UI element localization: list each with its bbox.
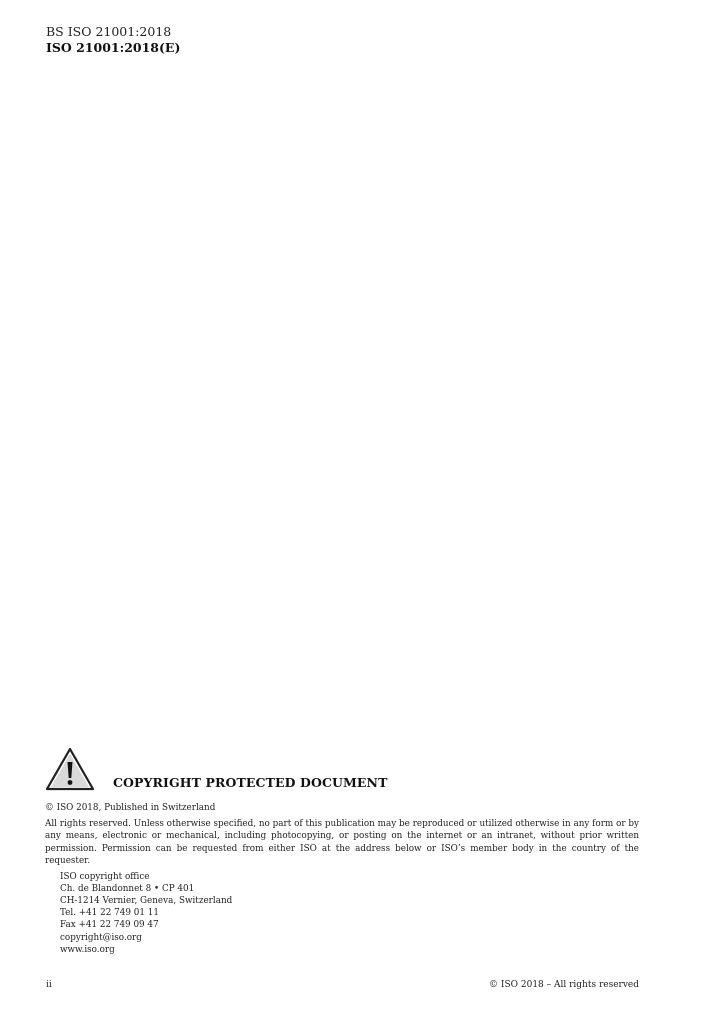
- iso-address: [60, 871, 645, 956]
- address-fax: Fax +41 22 749 09 47: [60, 920, 159, 931]
- copyright-title: COPYRIGHT PROTECTED DOCUMENT: [113, 774, 388, 790]
- address-street: Ch. de Blandonnet 8 • CP 401: [60, 883, 195, 894]
- rights-paragraph: All rights reserved. Unless otherwise specified, no part of this publication may be reproduced or utilized otherwise in any form or by any means, electronic or mechanical, including photocopying, or posting on the internet or an intranet, without prior written permission. Permission can be requested from either ISO at the address below or ISO’s member body in the country of the requester.: [45, 819, 639, 867]
- address-office: ISO copyright office: [60, 871, 150, 882]
- address-tel: Tel. +41 22 749 01 11: [60, 908, 159, 919]
- address-city: CH-1214 Vernier, Geneva, Switzerland: [60, 896, 233, 907]
- footer-rights: © ISO 2018 – All rights reserved: [489, 980, 639, 990]
- document-header: [46, 24, 180, 56]
- copyright-heading-row: [45, 746, 645, 792]
- iso-standard-number: ISO 21001:2018(E): [46, 40, 181, 55]
- page-number: ii: [46, 980, 52, 990]
- address-web: www.iso.org: [60, 944, 115, 955]
- copyright-block: [45, 746, 645, 956]
- published-line: © ISO 2018, Published in Switzerland: [45, 803, 216, 813]
- address-email: copyright@iso.org: [60, 932, 142, 943]
- warning-triangle-icon: [45, 747, 95, 791]
- bs-standard-number: BS ISO 21001:2018: [46, 24, 172, 39]
